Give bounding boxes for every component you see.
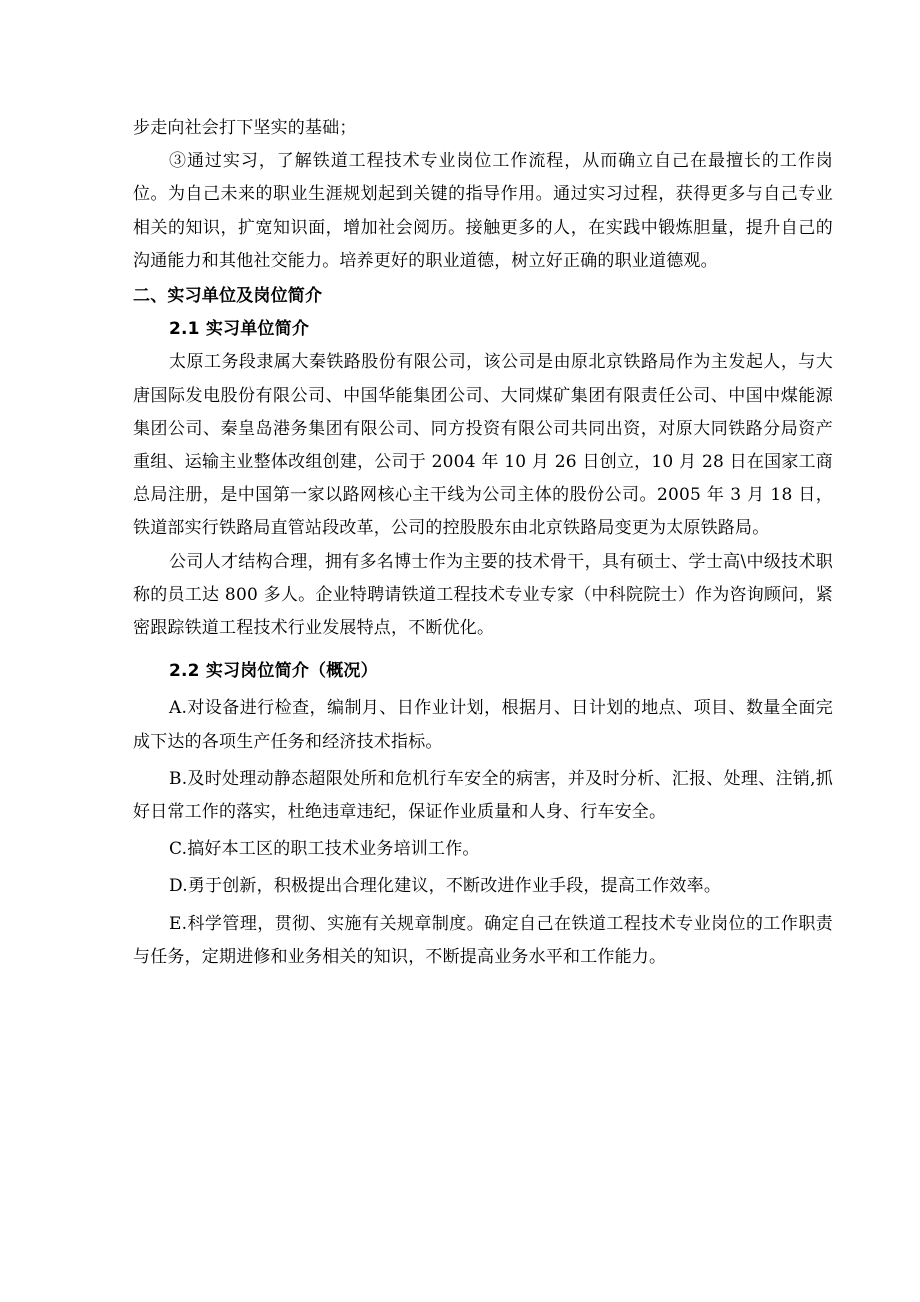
subsection-heading-2-2: 2.2 实习岗位简介（概况） bbox=[169, 661, 378, 682]
paragraph-purpose-3: ③通过实习，了解铁道工程技术专业岗位工作流程，从而确立自己在最擅长的工作岗位。为自己未来的职业生涯规划起到关键的指导作用。通过实习过程，获得更多与自己专业相关的知识，扩宽知识面，增加社会阅历。接触更多的人，在实践中锻炼胆量，提升自己的沟通能力和其他社交能力。培养更好的职业道德，树立好正确的职业道德观。 bbox=[133, 151, 833, 271]
subsection-heading-2-1: 2.1 实习单位简介 bbox=[169, 319, 310, 340]
paragraph-duty-b: B.及时处理动静态超限处所和危机行车安全的病害，并及时分析、汇报、处理、注销,抓好日常工作的落实，杜绝违章违纪，保证作业质量和人身、行车安全。 bbox=[133, 768, 833, 823]
document-page bbox=[133, 112, 833, 974]
paragraph-duty-d: D.勇于创新，积极提出合理化建议，不断改进作业手段，提高工作效率。 bbox=[169, 876, 722, 897]
paragraph-talent-structure: 公司人才结构合理，拥有多名博士作为主要的技术骨干，具有硕士、学士高\中级技术职称的员工达 800 多人。企业特聘请铁道工程技术专业专家（中科院院士）作为咨询顾问，紧密跟踪铁道工程技术行业发展特点，不断优化。 bbox=[133, 551, 833, 639]
paragraph-duty-c: C.搞好本工区的职工技术业务培训工作。 bbox=[169, 839, 480, 860]
paragraph-continuation: 步走向社会打下坚实的基础； bbox=[133, 118, 357, 138]
paragraph-company-intro: 太原工务段隶属大秦铁路股份有限公司，该公司是由原北京铁路局作为主发起人，与大唐国际发电股份有限公司、中国华能集团公司、大同煤矿集团有限责任公司、中国中煤能源集团公司、秦皇岛港务集团有限公司、同方投资有限公司共同出资，对原大同铁路分局资产重组、运输主业整体改组创建，公司于 2004 年 10 月 26 日创立，10 月 28 日在国家工商总局注册，是中国第一家以路网核心主干线为公司主体的股份公司。2005 年 3 月 18 日，铁道部实行铁路局直管站段改革，公司的控股股东由北京铁路局变更为太原铁路局。 bbox=[133, 352, 833, 539]
section-heading-2: 二、实习单位及岗位简介 bbox=[133, 286, 323, 307]
paragraph-duty-a: A.对设备进行检查，编制月、日作业计划，根据月、日计划的地点、项目、数量全面完成下达的各项生产任务和经济技术指标。 bbox=[133, 698, 833, 752]
paragraph-duty-e: E.科学管理，贯彻、实施有关规章制度。确定自己在铁道工程技术专业岗位的工作职责与任务，定期进修和业务相关的知识，不断提高业务水平和工作能力。 bbox=[133, 913, 833, 967]
